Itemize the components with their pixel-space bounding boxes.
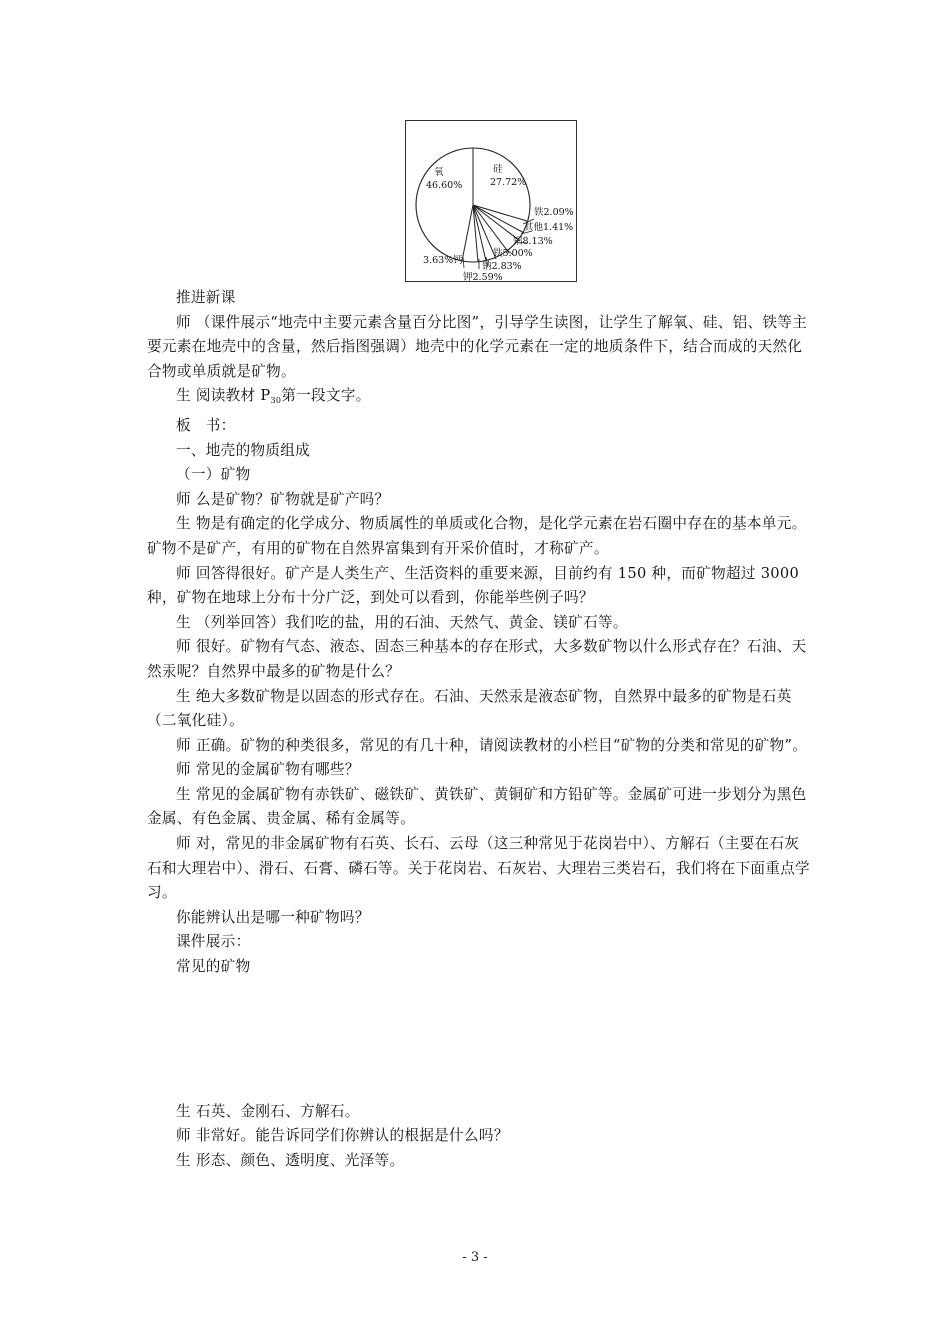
section-heading-crust-composition: 一、地壳的物质组成 <box>176 441 311 459</box>
board-writing-label: 板 书： <box>176 416 236 434</box>
courseware-display-label: 课件展示： <box>176 933 251 951</box>
student-read-textbook <box>147 384 812 414</box>
heading-new-lesson: 推进新课 <box>176 289 236 306</box>
subsection-heading-minerals: （一）矿物 <box>176 466 251 484</box>
label-calcium: 3.63%钙 <box>423 255 463 266</box>
teacher-paragraph-nonmetal-minerals: 师 对，常见的非金属矿物有石英、长石、云母（这三种常见于花岗岩中）、方解石（主要在石灰石和大理岩中）、滑石、石膏、磷石等。关于花岗岩、石灰岩、大理岩三类岩石，我们将在下面重点学习。 <box>147 835 810 902</box>
teacher-question-metal-minerals: 师 常见的金属矿物有哪些？ <box>176 761 360 779</box>
document-body <box>147 286 812 1173</box>
label-silicon-value: 27.72% <box>490 177 527 188</box>
student-answer-identification: 生 石英、金刚石、方解石。 <box>176 1102 360 1120</box>
leader-line-calcium <box>463 257 464 268</box>
label-iron: 铁5.00% <box>493 248 533 259</box>
teacher-question-what-is-mineral: 师 么是矿物？矿物就是矿产吗？ <box>176 490 390 508</box>
label-other: 其他1.41% <box>524 222 574 233</box>
sector-line-potassium <box>473 205 478 262</box>
pie-chart-figure <box>405 120 577 282</box>
label-sodium: 钠2.83% <box>482 261 522 272</box>
student-answer-examples: 生 （列举回答）我们吃的盐，用的石油、天然气、黄金、镁矿石等。 <box>176 613 628 631</box>
teacher-paragraph-mineral-resources: 师 回答得很好。矿产是人类生产、生活资料的重要来源，目前约有 150 种，而矿物超过 3000 种，矿物在地球上分布十分广泛，到处可以看到，你能举些例子吗？ <box>147 564 800 607</box>
page-subscript: 30 <box>270 396 282 406</box>
sector-line-silicon <box>473 205 527 221</box>
common-minerals-caption: 常见的矿物 <box>176 958 251 976</box>
teacher-paragraph-classification: 师 正确。矿物的种类很多，常见的有几十种，请阅读教材的小栏目“矿物的分类和常见的矿物”。 <box>176 736 808 754</box>
label-oxygen-value: 46.60% <box>426 180 463 191</box>
label-aluminum: 铝8.13% <box>513 236 553 247</box>
label-potassium: 钾2.59% <box>463 272 503 283</box>
sector-line-calcium <box>462 205 473 261</box>
label-oxygen-name: 氧 <box>434 167 444 178</box>
image-placeholder-gap <box>147 980 812 1100</box>
student-answer-basis: 生 形态、颜色、透明度、光泽等。 <box>176 1151 405 1169</box>
teacher-question-states: 师 很好。矿物有气态、液态、固态三种基本的存在形式，大多数矿物以什么形式存在？石油、天然汞呢？自然界中最多的矿物是什么？ <box>147 638 807 680</box>
page-number: - 3 - <box>462 1250 488 1265</box>
student-read-suffix: 第一段文字。 <box>281 387 371 405</box>
label-silicon-name: 硅 <box>493 164 503 175</box>
student-read-prefix: 生 阅读教材 P <box>176 387 271 405</box>
teacher-paragraph-courseware: 师 （课件展示“地壳中主要元素含量百分比图”，引导学生读图，让学生了解氧、硅、铝、铁等主要元素在地壳中的含量，然后指图强调）地壳中的化学元素在一定的地质条件下，结合而成的天然化合物或单质就是矿物。 <box>147 313 808 380</box>
student-answer-metal-minerals: 生 常见的金属矿物有赤铁矿、磁铁矿、黄铁矿、黄铜矿和方铅矿等。金属矿可进一步划分为黑色金属、有色金属、贵金属、稀有金属等。 <box>147 785 807 828</box>
student-answer-definition: 生 物是有确定的化学成分、物质属性的单质或化合物，是化学元素在岩石圈中存在的基本单元。矿物不是矿产，有用的矿物在自然界富集到有开采价值时，才称矿产。 <box>147 515 807 557</box>
label-fe-209: 铁2.09% <box>534 207 574 218</box>
question-identify-mineral: 你能辨认出是哪一种矿物吗？ <box>176 908 370 926</box>
student-answer-states: 生 绝大多数矿物是以固态的形式存在。石油、天然汞是液态矿物，自然界中最多的矿物是石英（二氧化硅）。 <box>147 687 792 730</box>
sector-line-fe <box>473 205 524 233</box>
teacher-question-basis: 师 非常好。能告诉同学们你辨认的根据是什么吗？ <box>176 1127 509 1145</box>
